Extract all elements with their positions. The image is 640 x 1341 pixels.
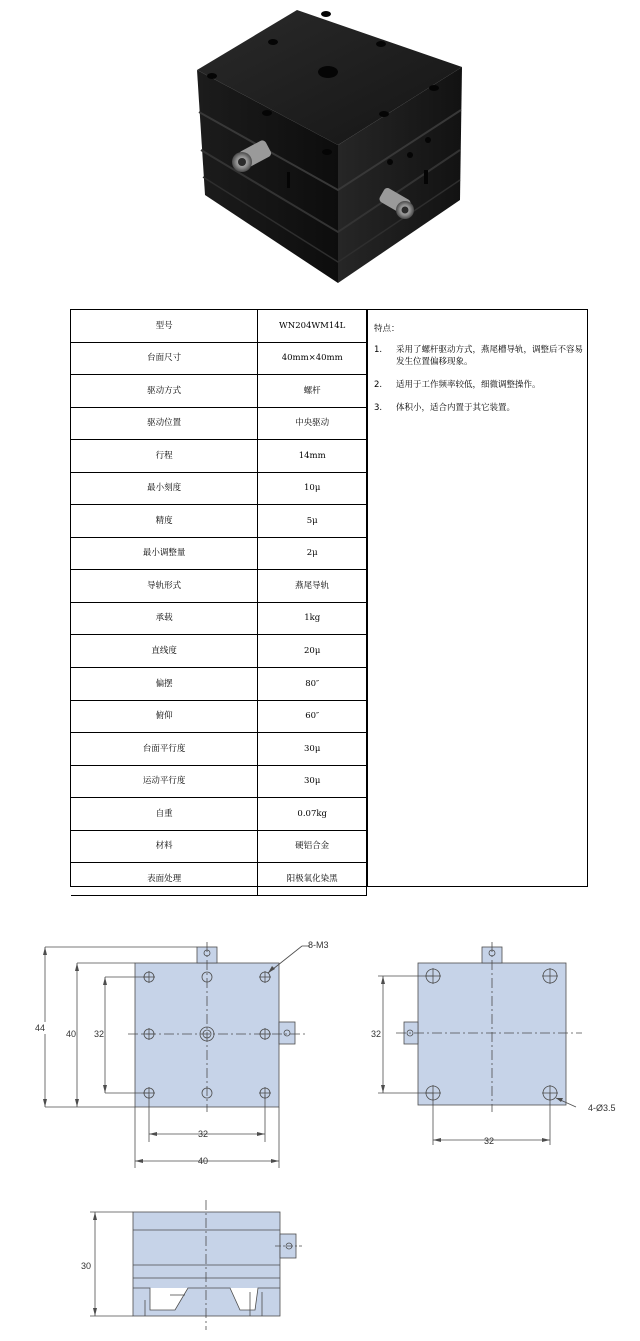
dim-32-vertical-label: 32 — [94, 1029, 105, 1039]
spec-param: 最小调整量 — [71, 537, 258, 570]
spec-param: 直线度 — [71, 635, 258, 668]
spec-row — [71, 505, 367, 538]
spec-param: 台面平行度 — [71, 733, 258, 766]
spec-table — [71, 310, 367, 896]
spec-param: 行程 — [71, 440, 258, 473]
dim-40-width-label: 40 — [198, 1156, 209, 1166]
spec-param: 运动平行度 — [71, 765, 258, 798]
spec-value: 2μ — [258, 537, 367, 570]
feature-text: 体积小，适合内置于其它装置。 — [396, 403, 516, 413]
spec-value: 80″ — [258, 668, 367, 701]
spec-value: 硬铝合金 — [258, 830, 367, 863]
feature-number: 1. — [374, 345, 383, 355]
spec-row — [71, 798, 367, 831]
spec-param: 自重 — [71, 798, 258, 831]
spec-value: 30μ — [258, 765, 367, 798]
spec-row — [71, 733, 367, 766]
spec-param: 表面处理 — [71, 863, 258, 896]
spec-row — [71, 668, 367, 701]
spec-row — [71, 472, 367, 505]
spec-param: 型号 — [71, 310, 258, 342]
bottom-dim-32-horizontal-label: 32 — [484, 1136, 495, 1146]
spec-value: 燕尾导轨 — [258, 570, 367, 603]
spec-param: 导轨形式 — [71, 570, 258, 603]
top-view-drawing — [45, 942, 310, 1168]
spec-param: 最小刻度 — [71, 472, 258, 505]
features-heading: 特点： — [374, 324, 400, 334]
bottom-dim-32-vertical-label: 32 — [371, 1029, 382, 1039]
spec-row — [71, 310, 367, 342]
spec-value: 1kg — [258, 602, 367, 635]
spec-param: 精度 — [71, 505, 258, 538]
hole-8m3-callout: 8-M3 — [308, 940, 329, 950]
spec-value: 20μ — [258, 635, 367, 668]
spec-value: WN204WM14L — [258, 310, 367, 342]
spec-value: 30μ — [258, 733, 367, 766]
spec-row — [71, 537, 367, 570]
spec-value: 阳极氧化染黑 — [258, 863, 367, 896]
spec-param: 驱动位置 — [71, 407, 258, 440]
feature-text: 采用了螺杆驱动方式，燕尾槽导轨，调整后不容易发生位置偏移现象。 — [396, 345, 584, 367]
bottom-view-drawing — [378, 942, 582, 1145]
hole-4-3.5-callout: 4-Ø3.5 — [588, 1103, 616, 1113]
spec-param: 俯仰 — [71, 700, 258, 733]
side-dim-30-label: 30 — [81, 1261, 92, 1271]
dim-44-label: 44 — [35, 1023, 46, 1033]
spec-value: 10μ — [258, 472, 367, 505]
dim-40-label: 40 — [66, 1029, 77, 1039]
spec-row — [71, 863, 367, 896]
spec-row — [71, 407, 367, 440]
spec-value: 中央驱动 — [258, 407, 367, 440]
feature-number: 3. — [374, 403, 383, 413]
spec-value: 螺杆 — [258, 375, 367, 408]
spec-param: 偏摆 — [71, 668, 258, 701]
spec-row — [71, 830, 367, 863]
dim-32-horizontal-label: 32 — [198, 1129, 209, 1139]
features-panel — [367, 310, 589, 886]
spec-row — [71, 440, 367, 473]
spec-value: 14mm — [258, 440, 367, 473]
stage-product-photo — [0, 0, 640, 300]
feature-number: 2. — [374, 380, 383, 390]
spec-param: 材料 — [71, 830, 258, 863]
spec-value: 0.07kg — [258, 798, 367, 831]
spec-row — [71, 342, 367, 375]
spec-value: 5μ — [258, 505, 367, 538]
feature-item — [374, 379, 589, 391]
spec-value: 40mm×40mm — [258, 342, 367, 375]
feature-item — [374, 344, 589, 368]
spec-value: 60″ — [258, 700, 367, 733]
feature-item — [374, 402, 589, 414]
spec-row — [71, 635, 367, 668]
spec-row — [71, 602, 367, 635]
technical-drawings — [0, 900, 640, 1340]
spec-row — [71, 570, 367, 603]
spec-row — [71, 375, 367, 408]
feature-text: 适用于工作频率较低，细微调整操作。 — [396, 380, 541, 390]
spec-sheet — [70, 309, 588, 887]
spec-row — [71, 765, 367, 798]
spec-row — [71, 700, 367, 733]
spec-param: 承载 — [71, 602, 258, 635]
spec-param: 台面尺寸 — [71, 342, 258, 375]
spec-param: 驱动方式 — [71, 375, 258, 408]
side-view-drawing — [90, 1200, 302, 1330]
